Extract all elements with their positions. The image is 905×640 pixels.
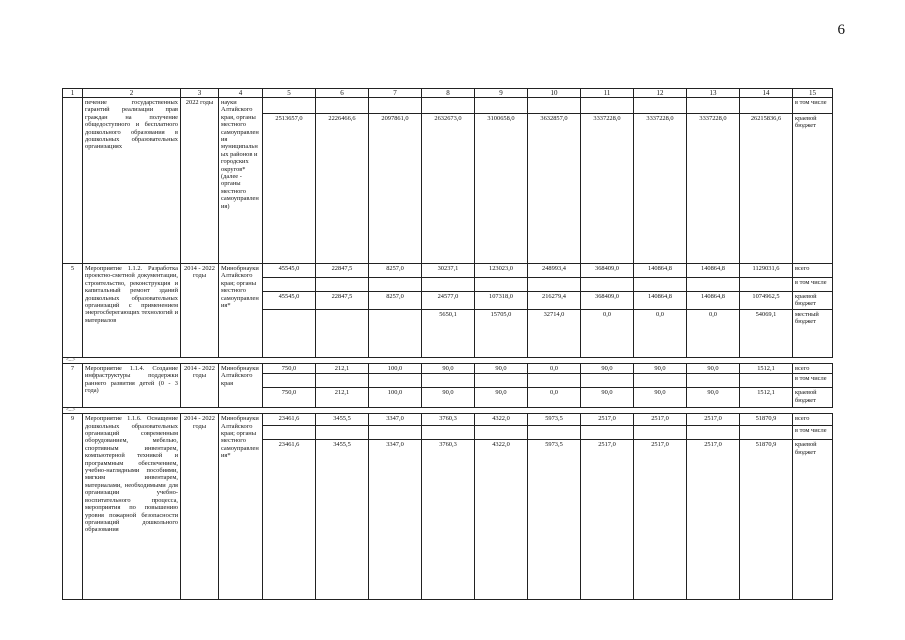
value-cell: 26215836,6 <box>740 114 793 264</box>
measure-name: печение государственных гарантий реализации прав граждан на получение общедоступного и бесплатного дошкольного образования в дошкольных образовательных организациях <box>83 98 181 264</box>
measure-period: 2014 - 2022 годы <box>181 414 219 600</box>
value-cell: 90,0 <box>422 388 475 408</box>
value-cell <box>528 374 581 388</box>
value-cell <box>369 426 422 440</box>
value-cell <box>740 278 793 292</box>
value-cell <box>263 278 316 292</box>
value-cell: 90,0 <box>475 363 528 373</box>
row-number: 7 <box>63 363 83 407</box>
value-cell: 3337228,0 <box>581 114 634 264</box>
value-cell: 4322,0 <box>475 440 528 600</box>
value-cell <box>369 374 422 388</box>
value-cell <box>634 278 687 292</box>
value-cell <box>687 278 740 292</box>
value-cell <box>369 309 422 357</box>
value-cell: 24577,0 <box>422 292 475 310</box>
value-cell <box>687 426 740 440</box>
row-number: 5 <box>63 264 83 358</box>
value-cell: 750,0 <box>263 363 316 373</box>
value-cell: 1074962,5 <box>740 292 793 310</box>
value-cell: 90,0 <box>475 388 528 408</box>
value-cell: 2517,0 <box>687 440 740 600</box>
column-header: 1 <box>63 89 83 98</box>
value-cell <box>263 426 316 440</box>
funding-source: в том числе <box>793 374 833 388</box>
funding-source: в том числе <box>793 278 833 292</box>
value-cell <box>740 374 793 388</box>
value-cell: 0,0 <box>687 309 740 357</box>
column-header: 3 <box>181 89 219 98</box>
value-cell <box>475 98 528 114</box>
value-cell: 8257,0 <box>369 264 422 278</box>
header-row <box>63 89 833 98</box>
value-cell: 212,1 <box>316 388 369 408</box>
value-cell: 100,0 <box>369 388 422 408</box>
value-cell: 90,0 <box>422 363 475 373</box>
break-marker: <...> <box>63 357 833 363</box>
value-cell <box>369 98 422 114</box>
value-cell: 0,0 <box>528 388 581 408</box>
value-cell <box>687 98 740 114</box>
value-cell: 1129031,6 <box>740 264 793 278</box>
value-cell: 90,0 <box>687 363 740 373</box>
value-cell: 3347,0 <box>369 440 422 600</box>
column-header: 8 <box>422 89 475 98</box>
value-cell: 90,0 <box>581 363 634 373</box>
value-cell <box>475 278 528 292</box>
value-cell: 3455,5 <box>316 414 369 426</box>
value-cell: 90,0 <box>634 388 687 408</box>
value-cell: 8257,0 <box>369 292 422 310</box>
value-cell: 23461,6 <box>263 414 316 426</box>
value-cell: 4322,0 <box>475 414 528 426</box>
value-cell <box>316 374 369 388</box>
value-cell: 3337228,0 <box>634 114 687 264</box>
value-cell: 2517,0 <box>634 440 687 600</box>
column-header: 12 <box>634 89 687 98</box>
value-cell: 2097861,0 <box>369 114 422 264</box>
measure-executor: науки Алтайского края, органы местного самоуправления муниципальных районов и городских округов* (далее - органы местного самоуправления) <box>219 98 263 264</box>
table-row <box>63 414 833 426</box>
break-marker: <...> <box>63 408 833 414</box>
value-cell: 140864,8 <box>687 292 740 310</box>
value-cell: 107318,0 <box>475 292 528 310</box>
funding-source: всего <box>793 264 833 278</box>
value-cell: 3100658,0 <box>475 114 528 264</box>
funding-source: в том числе <box>793 426 833 440</box>
funding-source: краевой бюджет <box>793 114 833 264</box>
funding-source: в том числе <box>793 98 833 114</box>
column-header: 10 <box>528 89 581 98</box>
value-cell: 368409,0 <box>581 292 634 310</box>
value-cell: 51870,9 <box>740 440 793 600</box>
funding-source: местный бюджет <box>793 309 833 357</box>
row-number <box>63 98 83 264</box>
value-cell: 45545,0 <box>263 292 316 310</box>
value-cell: 3632857,0 <box>528 114 581 264</box>
measure-period: 2022 годы <box>181 98 219 264</box>
value-cell: 1512,1 <box>740 388 793 408</box>
value-cell <box>581 98 634 114</box>
value-cell: 368409,0 <box>581 264 634 278</box>
value-cell: 32714,0 <box>528 309 581 357</box>
measure-executor: Минобрнауки Алтайского края; органы местного самоуправления* <box>219 414 263 600</box>
value-cell <box>581 374 634 388</box>
column-header: 15 <box>793 89 833 98</box>
value-cell: 140864,8 <box>634 292 687 310</box>
value-cell <box>369 278 422 292</box>
value-cell: 90,0 <box>687 388 740 408</box>
value-cell: 45545,0 <box>263 264 316 278</box>
value-cell: 750,0 <box>263 388 316 408</box>
value-cell <box>634 98 687 114</box>
value-cell <box>422 278 475 292</box>
value-cell: 90,0 <box>581 388 634 408</box>
measure-period: 2014 - 2022 годы <box>181 363 219 407</box>
funding-source: краевой бюджет <box>793 388 833 408</box>
value-cell: 2517,0 <box>581 414 634 426</box>
value-cell <box>475 426 528 440</box>
value-cell: 2632673,0 <box>422 114 475 264</box>
value-cell: 140864,8 <box>634 264 687 278</box>
value-cell: 23461,6 <box>263 440 316 600</box>
value-cell: 2517,0 <box>634 414 687 426</box>
value-cell <box>740 426 793 440</box>
value-cell: 22847,5 <box>316 292 369 310</box>
measure-name: Мероприятие 1.1.4. Создание инфраструктуры поддержки раннего развития детей (0 - 3 года) <box>83 363 181 407</box>
column-header: 14 <box>740 89 793 98</box>
column-header: 7 <box>369 89 422 98</box>
value-cell <box>422 98 475 114</box>
funding-source: краевой бюджет <box>793 292 833 310</box>
table-row <box>63 98 833 114</box>
value-cell: 5650,1 <box>422 309 475 357</box>
value-cell <box>581 426 634 440</box>
value-cell: 248993,4 <box>528 264 581 278</box>
value-cell <box>581 278 634 292</box>
value-cell: 0,0 <box>528 363 581 373</box>
value-cell: 2226466,6 <box>316 114 369 264</box>
value-cell: 140864,8 <box>687 264 740 278</box>
funding-source: краевой бюджет <box>793 440 833 600</box>
row-number: 9 <box>63 414 83 600</box>
value-cell <box>528 98 581 114</box>
value-cell: 0,0 <box>581 309 634 357</box>
value-cell <box>528 426 581 440</box>
value-cell: 2517,0 <box>581 440 634 600</box>
value-cell: 0,0 <box>634 309 687 357</box>
value-cell: 15705,0 <box>475 309 528 357</box>
value-cell: 123023,0 <box>475 264 528 278</box>
column-header: 6 <box>316 89 369 98</box>
funding-source: всего <box>793 363 833 373</box>
value-cell <box>687 374 740 388</box>
value-cell: 3347,0 <box>369 414 422 426</box>
column-header: 4 <box>219 89 263 98</box>
value-cell: 51870,9 <box>740 414 793 426</box>
value-cell <box>634 374 687 388</box>
value-cell <box>475 374 528 388</box>
value-cell <box>263 309 316 357</box>
value-cell: 90,0 <box>634 363 687 373</box>
value-cell <box>316 98 369 114</box>
measure-name: Мероприятие 1.1.2. Разработка проектно-сметной документации, строительство, реконструкция и капитальный ремонт зданий дошкольных образовательных организаций с применением энергосберегающих технологий и материалов <box>83 264 181 358</box>
value-cell: 22847,5 <box>316 264 369 278</box>
value-cell <box>528 278 581 292</box>
value-cell: 3760,3 <box>422 414 475 426</box>
value-cell: 3455,5 <box>316 440 369 600</box>
measure-period: 2014 - 2022 годы <box>181 264 219 358</box>
value-cell: 2517,0 <box>687 414 740 426</box>
table-row <box>63 363 833 373</box>
column-header: 5 <box>263 89 316 98</box>
value-cell: 30237,1 <box>422 264 475 278</box>
value-cell: 3760,3 <box>422 440 475 600</box>
value-cell <box>316 426 369 440</box>
measure-name: Мероприятие 1.1.6. Оснащение дошкольных образовательных организаций современным оборудованием, мебелью, спортивным инвентарем, компьютерной техникой и программным обеспечением, учебно-наглядными пособиями, мягким инвентарем, материалами, необходимыми для организации учебно-воспитательного процесса, мероприятия по повышению уровня пожарной безопасности организаций дошкольного образования <box>83 414 181 600</box>
funding-source: всего <box>793 414 833 426</box>
value-cell: 5973,5 <box>528 414 581 426</box>
column-header: 13 <box>687 89 740 98</box>
table-row <box>63 264 833 278</box>
value-cell: 1512,1 <box>740 363 793 373</box>
value-cell: 100,0 <box>369 363 422 373</box>
column-header: 11 <box>581 89 634 98</box>
measure-executor: Минобрнауки Алтайского края <box>219 363 263 407</box>
value-cell <box>634 426 687 440</box>
value-cell <box>263 374 316 388</box>
value-cell <box>422 374 475 388</box>
budget-table <box>62 88 833 600</box>
column-header: 2 <box>83 89 181 98</box>
value-cell <box>316 309 369 357</box>
value-cell <box>316 278 369 292</box>
column-header: 9 <box>475 89 528 98</box>
measure-executor: Минобрнауки Алтайского края; органы местного самоуправления* <box>219 264 263 358</box>
value-cell: 5973,5 <box>528 440 581 600</box>
value-cell <box>263 98 316 114</box>
value-cell: 216279,4 <box>528 292 581 310</box>
value-cell: 3337228,0 <box>687 114 740 264</box>
value-cell <box>740 98 793 114</box>
page-number: 6 <box>837 22 845 38</box>
value-cell: 54069,1 <box>740 309 793 357</box>
value-cell: 2513657,0 <box>263 114 316 264</box>
value-cell: 212,1 <box>316 363 369 373</box>
value-cell <box>422 426 475 440</box>
